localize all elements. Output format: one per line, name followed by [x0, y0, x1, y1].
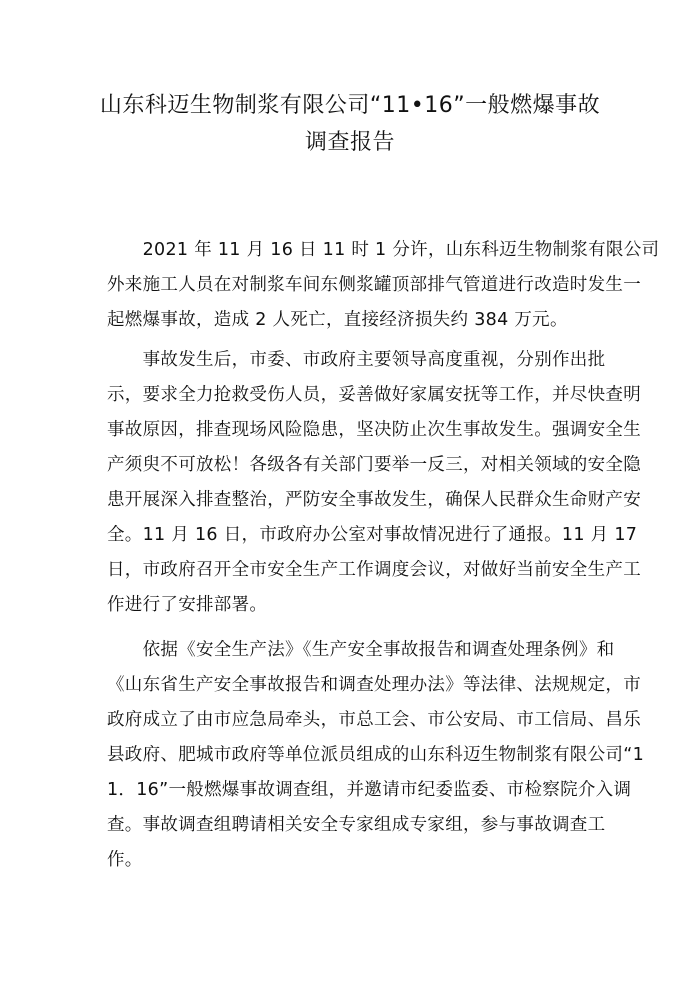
body-line-13: 《山东省生产安全事故报告和调查处理办法》等法律、法规规定，市 [107, 675, 641, 695]
body-line-2: 外来施工人员在对制浆车间东侧浆罐顶部排气管道进行改造时发生一 [107, 275, 641, 295]
body-line-1: 2021 年 11 月 16 日 11 时 1 分许，山东科迈生物制浆有限公司 [107, 240, 660, 260]
body-line-4: 事故发生后，市委、市政府主要领导高度重视，分别作出批 [107, 350, 606, 370]
body-line-11: 作进行了安排部署。 [107, 595, 268, 615]
body-line-14: 政府成立了由市应急局牵头，市总工会、市公安局、市工信局、昌乐 [107, 710, 641, 730]
body-line-6: 事故原因，排查现场风险隐患，坚决防止次生事故发生。强调安全生 [107, 420, 641, 440]
document-title-line-2: 调查报告 [304, 130, 395, 155]
body-line-5: 示，要求全力抢救受伤人员，妥善做好家属安抚等工作，并尽快查明 [107, 385, 641, 405]
document-title-line-1: 山东科迈生物制浆有限公司“11•16”一般燃爆事故 [99, 93, 601, 118]
body-line-18: 作。 [107, 850, 143, 870]
body-line-10: 日，市政府召开全市安全生产工作调度会议，对做好当前安全生产工 [107, 560, 641, 580]
body-line-16: 1．16”一般燃爆事故调查组，并邀请市纪委监委、市检察院介入调 [107, 780, 632, 800]
body-line-17: 查。事故调查组聘请相关安全专家组成专家组，参与事故调查工 [107, 815, 606, 835]
body-line-15: 县政府、肥城市政府等单位派员组成的山东科迈生物制浆有限公司“1 [107, 745, 644, 765]
body-line-12: 依据《安全生产法》《生产安全事故报告和调查处理条例》和 [107, 640, 615, 660]
body-line-9: 全。11 月 16 日，市政府办公室对事故情况进行了通报。11 月 17 [107, 525, 638, 545]
body-line-7: 产须臾不可放松！各级各有关部门要举一反三，对相关领域的安全隐 [107, 455, 641, 475]
body-line-3: 起燃爆事故，造成 2 人死亡，直接经济损失约 384 万元。 [107, 310, 568, 330]
body-line-8: 患开展深入排查整治，严防安全事故发生，确保人民群众生命财产安 [107, 490, 641, 510]
